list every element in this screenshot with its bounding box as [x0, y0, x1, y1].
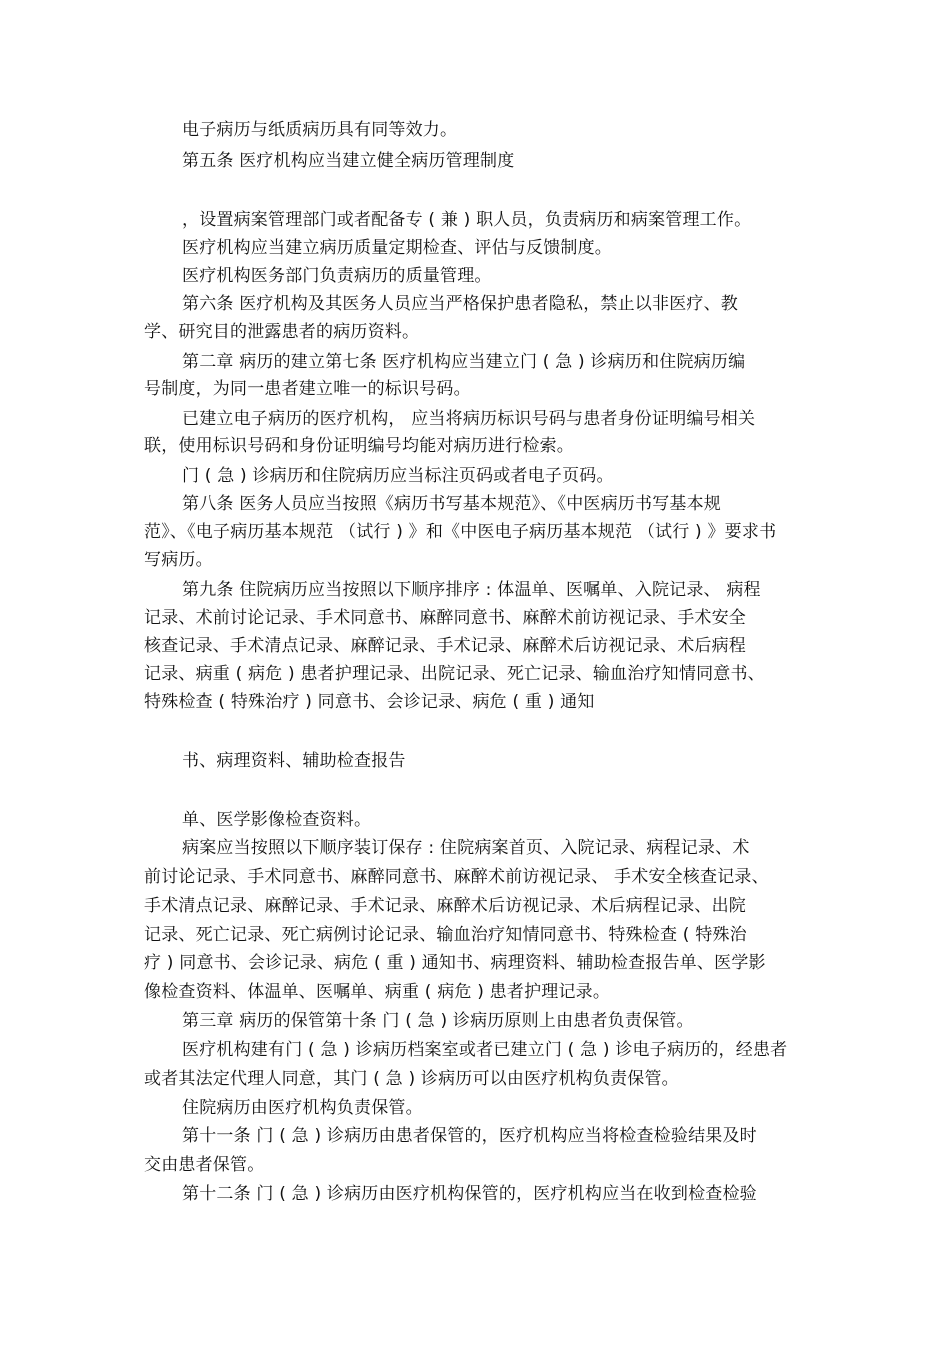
text-line: 第九条 住院病历应当按照以下顺序排序 : 体温单、医嘱单、入院记录、 病程	[182, 580, 761, 600]
text-line: 住院病历由医疗机构负责保管。	[182, 1098, 423, 1118]
text-line: 医疗机构建有门 ( 急 ) 诊病历档案室或者已建立门 ( 急 ) 诊电子病历的，经患者	[182, 1040, 788, 1060]
text-line: 第五条 医疗机构应当建立健全病历管理制度	[182, 151, 515, 171]
text-line: 单、医学影像检查资料。	[182, 810, 372, 830]
text-line: 范》、《电子病历基本规范 （试行 ) 》和《中医电子病历基本规范 （试行 ) 》要求书	[144, 522, 777, 542]
text-line: 第十二条 门 ( 急 ) 诊病历由医疗机构保管的，医疗机构应当在收到检查检验	[182, 1184, 757, 1204]
text-line: 已建立电子病历的医疗机构， 应当将病历标识号码与患者身份证明编号相关	[182, 409, 756, 429]
text-line: 第十一条 门 ( 急 ) 诊病历由患者保管的，医疗机构应当将检查检验结果及时	[182, 1126, 757, 1146]
text-line: 联，使用标识号码和身份证明编号均能对病历进行检索。	[144, 436, 574, 456]
text-line: 第八条 医务人员应当按照《病历书写基本规范》、《中医病历书写基本规	[182, 494, 722, 514]
text-line: 手术清点记录、麻醉记录、手术记录、麻醉术后访视记录、术后病程记录、出院	[144, 896, 746, 916]
text-line: 疗 ) 同意书、会诊记录、病危 ( 重 ) 通知书、病理资料、辅助检查报告单、医学影	[144, 953, 766, 973]
text-line: ，设置病案管理部门或者配备专 ( 兼 ) 职人员，负责病历和病案管理工作。	[182, 210, 752, 230]
text-line: 交由患者保管。	[144, 1155, 265, 1175]
text-line: 门 ( 急 ) 诊病历和住院病历应当标注页码或者电子页码。	[182, 466, 614, 486]
text-line: 号制度，为同一患者建立唯一的标识号码。	[144, 379, 471, 399]
text-line: 学、研究目的泄露患者的病历资料。	[144, 322, 420, 342]
text-line: 医疗机构应当建立病历质量定期检查、评估与反馈制度。	[182, 238, 612, 258]
text-line: 第二章 病历的建立第七条 医疗机构应当建立门 ( 急 ) 诊病历和住院病历编	[182, 352, 746, 372]
text-line: 特殊检查 ( 特殊治疗 ) 同意书、会诊记录、病危 ( 重 ) 通知	[144, 692, 595, 712]
text-line: 核查记录、手术清点记录、麻醉记录、手术记录、麻醉术后访视记录、术后病程	[144, 636, 746, 656]
text-line: 第六条 医疗机构及其医务人员应当严格保护患者隐私，禁止以非医疗、教	[182, 294, 739, 314]
text-line: 记录、死亡记录、死亡病例讨论记录、输血治疗知情同意书、特殊检查 ( 特殊治	[144, 925, 747, 945]
text-line: 像检查资料、体温单、医嘱单、病重 ( 病危 ) 患者护理记录。	[144, 982, 611, 1002]
text-line: 医疗机构医务部门负责病历的质量管理。	[182, 266, 492, 286]
text-line: 书、病理资料、辅助检查报告	[182, 751, 406, 771]
text-line: 或者其法定代理人同意，其门 ( 急 ) 诊病历可以由医疗机构负责保管。	[144, 1069, 679, 1089]
text-line: 写病历。	[144, 550, 213, 570]
text-line: 病案应当按照以下顺序装订保存 : 住院病案首页、入院记录、病程记录、术	[182, 838, 750, 858]
text-line: 前讨论记录、手术同意书、麻醉同意书、麻醉术前访视记录、 手术安全核查记录、	[144, 867, 769, 887]
text-line: 记录、术前讨论记录、手术同意书、麻醉同意书、麻醉术前访视记录、手术安全	[144, 608, 746, 628]
text-line: 电子病历与纸质病历具有同等效力。	[182, 120, 458, 140]
text-line: 第三章 病历的保管第十条 门 ( 急 ) 诊病历原则上由患者负责保管。	[182, 1011, 694, 1031]
text-line: 记录、病重 ( 病危 ) 患者护理记录、出院记录、死亡记录、输血治疗知情同意书、	[144, 664, 765, 684]
